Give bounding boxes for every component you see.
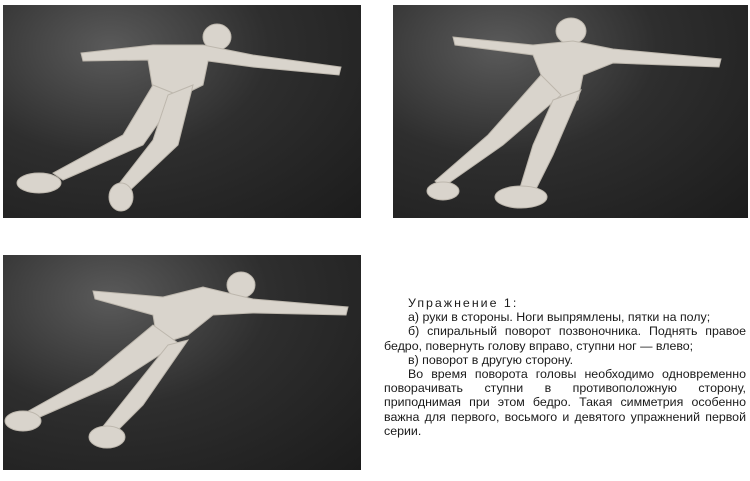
figure-c-illustration [3, 255, 361, 470]
caption-item-a: а) руки в стороны. Ноги выпрямлены, пятки на полу; [408, 310, 711, 325]
exercise-photo-b [393, 5, 748, 218]
caption-title: Упражнение 1: [408, 296, 519, 310]
caption-item-c: в) поворот в другую сторону. [408, 352, 574, 367]
exercise-photo-c [3, 255, 361, 470]
exercise-caption [384, 296, 746, 438]
caption-paragraph: Во время поворота головы необходимо одновременно поворачивать ступни в противоположную сторону, приподнимая при этом бедро. Такая симметрия особенно важна для первого, восьмого и девятого упражнений первой серии. [384, 367, 746, 438]
caption-item-b: б) спиральный поворот позвоночника. Поднять правое бедро, повернуть голову вправо, ступни ног — влево; [384, 324, 746, 353]
figure-b-illustration [393, 5, 748, 218]
figure-a-illustration [3, 5, 361, 218]
exercise-photo-a [3, 5, 361, 218]
